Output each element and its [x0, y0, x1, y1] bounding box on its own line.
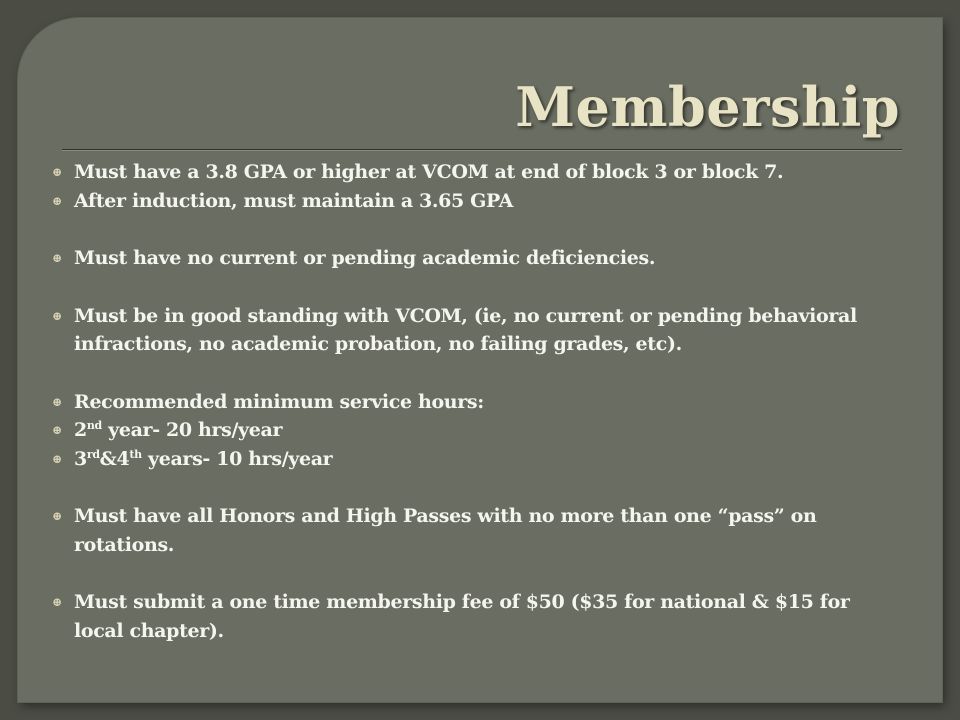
spacer — [52, 273, 902, 302]
title-divider — [62, 149, 902, 151]
bullet-list — [52, 158, 902, 645]
circle-cross-icon: ⊕ — [52, 394, 62, 409]
bullet-item-membership-fee — [52, 588, 902, 645]
bullet-item-gpa — [52, 158, 902, 187]
spacer — [52, 359, 902, 388]
bullet-superscript: rd — [86, 447, 100, 461]
circle-cross-icon: ⊕ — [52, 308, 62, 323]
circle-cross-icon: ⊕ — [52, 193, 62, 208]
bullet-prefix: 2 — [74, 419, 87, 441]
bullet-middle: &4 — [99, 447, 130, 470]
bullet-superscript: th — [129, 447, 142, 461]
bullet-prefix: 3 — [74, 447, 87, 470]
bullet-text: Must have all Honors and High Passes with no more than one “pass” on rotations. — [74, 505, 817, 556]
bullet-text: Must have no current or pending academic deficiencies. — [74, 247, 656, 269]
bullet-text: Recommended minimum service hours: — [74, 390, 484, 413]
bullet-text: year- 20 hrs/year — [101, 419, 283, 441]
bullet-item-good-standing — [52, 302, 902, 359]
slide-title: Membership — [515, 75, 900, 139]
bullet-text: years- 10 hrs/year — [141, 447, 333, 470]
bullet-item-second-year — [52, 416, 902, 445]
spacer — [52, 473, 902, 502]
bullet-item-maintain-gpa — [52, 187, 902, 216]
bullet-text: After induction, must maintain a 3.65 GPA — [74, 189, 514, 212]
circle-cross-icon: ⊕ — [52, 165, 62, 179]
circle-cross-icon: ⊕ — [52, 423, 62, 437]
bullet-item-service-hours — [52, 388, 902, 417]
bullet-text: Must have a 3.8 GPA or higher at VCOM at end of block 3 or block 7. — [74, 161, 784, 183]
bullet-superscript: nd — [86, 419, 102, 432]
bullet-item-honors — [52, 502, 902, 559]
bullet-item-third-fourth-year — [52, 445, 902, 474]
bullet-text: Must submit a one time membership fee of $50 ($35 for national & $15 for local chapter). — [74, 591, 850, 642]
bullet-item-deficiencies — [52, 244, 902, 273]
circle-cross-icon: ⊕ — [52, 251, 62, 265]
circle-cross-icon: ⊕ — [52, 595, 62, 609]
spacer — [52, 215, 902, 244]
circle-cross-icon: ⊕ — [52, 451, 62, 466]
circle-cross-icon: ⊕ — [52, 509, 62, 523]
bullet-text: Must be in good standing with VCOM, (ie, no current or pending behavioral infractions, no academic probation, no failing grades, etc). — [74, 304, 857, 355]
spacer — [52, 559, 902, 588]
